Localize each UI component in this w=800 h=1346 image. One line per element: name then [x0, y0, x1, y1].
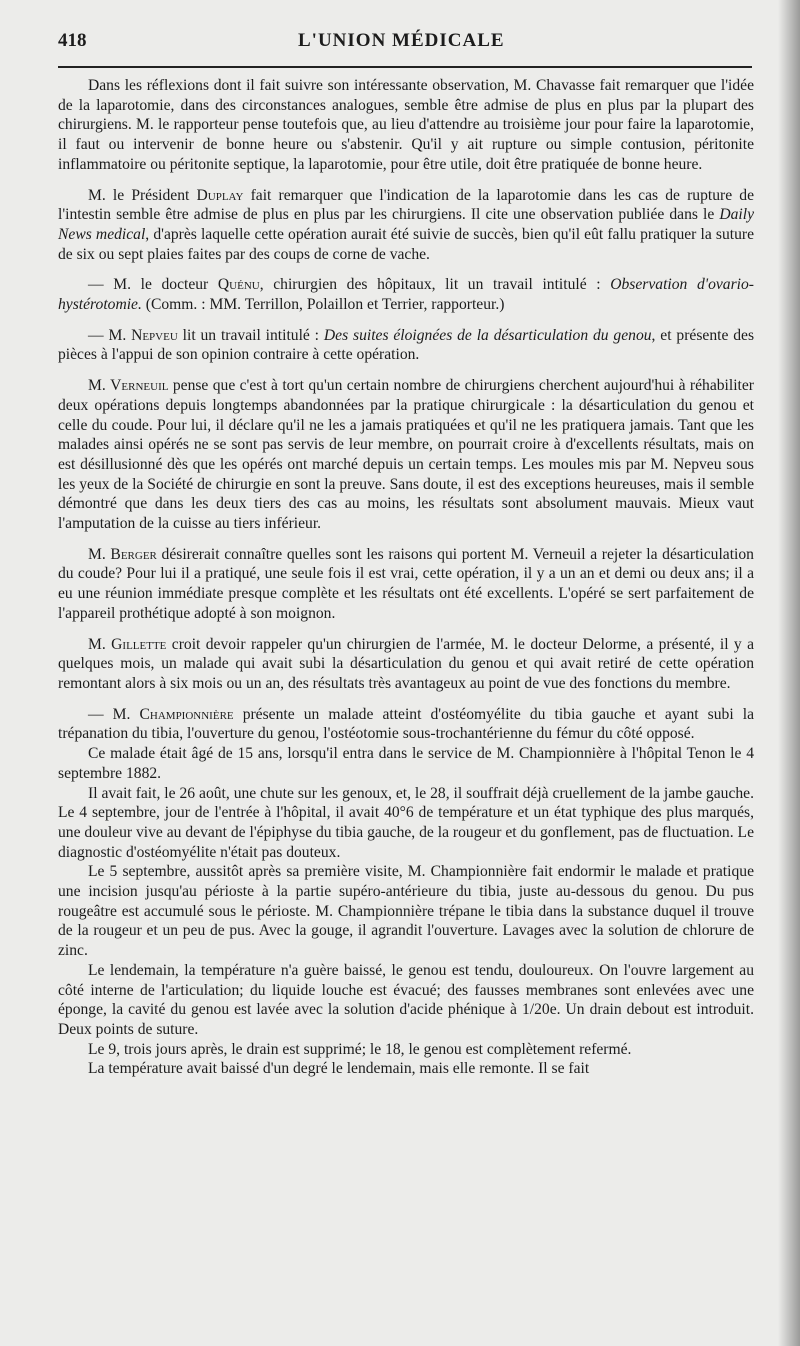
paragraph-case-followup: Le lendemain, la température n'a guère baissé, le genou est tendu, douloureux. On l'ouvre largement au côté interne de l'articulation; du liquide louche est évacué; des fausses membranes sont enlevées avec une éponge, la cavité du genou est lavée avec la solution d'acide phénique à 1/20e. Un drain debout est introduit. Deux points de suture.	[58, 961, 754, 1038]
header-rule	[58, 66, 752, 68]
page-edge-shadow	[778, 0, 800, 1346]
author-name: Duplay	[196, 186, 244, 204]
author-name: Berger	[110, 545, 157, 563]
paragraph-case-drain: Le 9, trois jours après, le drain est supprimé; le 18, le genou est complètement refermé.	[88, 1040, 632, 1058]
paragraph-case-intro: Ce malade était âgé de 15 ans, lorsqu'il entra dans le service de M. Championnière à l'hôpital Tenon le 4 septembre 1882.	[58, 745, 754, 782]
paragraph-nepveu: — M. Nepveu lit un travail intitulé : Des suites éloignées de la désarticulation du genou, et présente des pièces à l'appui de son opinion contraire à cette opération.	[58, 326, 755, 364]
page-header	[58, 30, 750, 58]
paragraph-case-temperature: La température avait baissé d'un degré le lendemain, mais elle remonte. Il se fait	[88, 1060, 590, 1078]
paragraph-case-surgery: Le 5 septembre, aussitôt après sa première visite, M. Championnière fait endormir le malade et pratique une incision jusqu'au périoste à la partie supéro-antérieure du tibia, juste au-dessous du genou. Du pus rougeâtre est accumulé sous le périoste. M. Championnière trépane le tibia dans la substance duquel il trouve de la rougeur et un peu de pus. Avec la gouge, il agrandit l'ouverture. Lavages avec la solution de chlorure de zinc.	[58, 863, 754, 960]
author-name: Verneuil	[110, 377, 169, 395]
paragraph-championniere: — M. Championnière présente un malade atteint d'ostéomyélite du tibia gauche et ayant subi la trépanation du tibia, l'ouverture du genou, l'ostéotomie sous-trochantérienne du fémur du côté opposé.	[58, 705, 755, 743]
paragraph-berger: M. Berger désirerait connaître quelles sont les raisons qui portent M. Verneuil a rejeter la désarticulation du coude? Pour lui il a pratiqué, une seule fois il est vrai, cette opération, il y a un an et demi ou deux ans; il a eu une réunion immédiate presque complète et les résultats ont été excellents. L'opéré se sert parfaitement de l'appareil prothétique adopté à son moignon.	[58, 545, 754, 622]
author-name: Quénu	[217, 276, 260, 294]
paragraph-chavasse: Dans les réflexions dont il fait suivre son intéressante observation, M. Chavasse fait remarquer que l'idée de la laparotomie, dans des circonstances analogues, semble être admise de plus en plus par la plupart des chirurgiens. M. le rapporteur pense toutefois que, au lieu d'attendre au troisième jour pour faire la laparotomie, il faut ou intervenir de bonne heure ou s'abstenir. Qu'il y ait rupture ou simple contusion, péritonite inflammatoire ou péritonite septique, la laparotomie, pour être utile, doit être pratiquée de bonne heure.	[58, 77, 754, 173]
paragraph-gillette: M. Gillette croit devoir rappeler qu'un chirurgien de l'armée, M. le docteur Delorme, a présenté, il y a quelques mois, un malade qui avait subi la désarticulation du genou et qui avait retiré de cette opération remontant alors à six mois ou un an, des résultats très avantageux au point de vue des fonctions du membre.	[58, 635, 754, 692]
paragraph-duplay: M. le Président Duplay fait remarquer que l'indication de la laparotomie dans les cas de rupture de l'intestin semble être admise de plus en plus par les chirurgiens. Il cite une observation publiée dans le Daily News medical, d'après laquelle cette opération aurait été suivie de succès, bien qu'il eût fallu pratiquer la suture de six ou sept plaies faites par des coups de corne de vache.	[58, 186, 754, 263]
article-body	[58, 76, 754, 1079]
author-name: Gillette	[111, 635, 167, 653]
paragraph-case-history: Il avait fait, le 26 août, une chute sur les genoux, et, le 28, il souffrait déjà cruellement de la jambe gauche. Le 4 septembre, jour de l'entrée à l'hôpital, il avait 40°6 de température et un état typhique des plus marqués, une douleur vive au devant de l'épiphyse du tibia gauche, de la rougeur et du gonflement, pas de fluctuation. Le diagnostic d'ostéomyélite n'était pas douteux.	[58, 784, 754, 861]
page-number: 418	[58, 30, 87, 51]
paragraph-quenu: — M. le docteur Quénu, chirurgien des hôpitaux, lit un travail intitulé : Observation d'ovario-hystérotomie. (Comm. : MM. Terrillon, Polaillon et Terrier, rapporteur.)	[58, 276, 754, 314]
journal-title: L'UNION MÉDICALE	[298, 30, 505, 51]
work-title: Observation d'ovario-hystérotomie.	[58, 276, 754, 314]
author-name: Nepveu	[131, 326, 178, 344]
work-title: Des suites éloignées de la désarticulation du genou	[323, 326, 652, 344]
author-name: Championnière	[139, 705, 234, 723]
paragraph-verneuil: M. Verneuil pense que c'est à tort qu'un certain nombre de chirurgiens cherchent aujourd'hui à réhabiliter deux opérations depuis longtemps abandonnées par la pratique chirurgicale : la désarticulation du genou et celle du coude. Pour lui, il déclare qu'il ne les a jamais pratiquées et qu'il ne les pratiquera jamais. Tant que les malades ainsi opérés ne se sont pas servis de leur membre, on pourrait croire à d'excellents résultats, mais on est désillusionné dès que les opérés ont marché depuis un certain temps. Les moules mis par M. Nepveu sous les yeux de la Société de chirurgie en sont la preuve. Sans doute, il est des exceptions heureuses, mais il semble démontré que dans les deux tiers des cas au moins, les résultats sont absolument mauvais. Mieux vaut l'amputation de la cuisse au tiers inférieur.	[58, 377, 755, 533]
journal-reference: Daily News medical	[58, 206, 754, 243]
